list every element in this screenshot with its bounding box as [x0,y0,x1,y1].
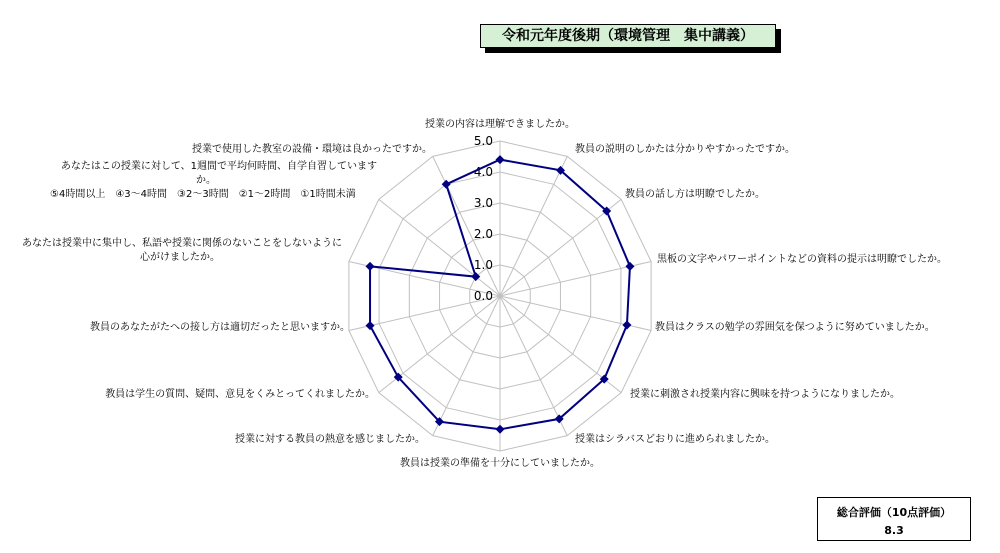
category-label: 心がけましたか。 [140,252,220,263]
tick-label: 1.0 [473,258,493,272]
category-label: 教員は学生の質問、疑問、意見をくみとってくれましたか。 [105,389,375,400]
category-label: か。 [196,175,216,186]
category-label: 授業に刺激され授業内容に興味を持つようになりましたか。 [630,389,900,400]
category-label: 授業で使用した教室の設備・環境は良かったですか。 [192,144,432,155]
category-label: 教員は授業の準備を十分にしていましたか。 [400,458,600,469]
chart-title: 令和元年度後期（環境管理 集中講義） [480,24,776,48]
tick-label: 3.0 [473,196,493,210]
data-point [496,155,505,164]
data-point [622,320,631,329]
category-label: 教員の説明のしかたは分かりやすかったですか。 [575,144,795,155]
category-label: 黒板の文字やパワーポイントなどの資料の提示は明瞭でしたか。 [657,254,947,265]
summary-value: 8.3 [884,524,904,537]
tick-label: 0.0 [473,289,493,303]
tick-label: 2.0 [473,227,493,241]
category-label: 授業に対する教員の熱意を感じましたか。 [235,434,425,445]
tick-label: 4.0 [473,165,493,179]
data-point [366,321,375,330]
data-point [496,425,505,434]
category-label: 教員の話し方は明瞭でしたか。 [625,189,765,200]
summary-label: 総合評価（10点評価） [836,506,952,519]
tick-label: 5.0 [473,134,493,148]
summary-box [817,497,971,541]
category-label: 授業はシラバスどおりに進められましたか。 [575,434,775,445]
category-label: 教員はクラスの勉学の雰囲気を保つように努めていましたか。 [655,322,935,333]
category-label: あなたはこの授業に対して、1週間で平均何時間、自学自習しています [60,161,377,172]
category-label: あなたは授業中に集中し、私語や授業に関係のないことをしないように [22,238,342,249]
category-label: 授業の内容は理解できましたか。 [425,119,575,130]
data-point [366,262,375,271]
data-point [625,262,634,271]
category-label: 教員のあなたがたへの接し方は適切だったと思いますか。 [90,322,350,333]
category-label: ⑤4時間以上 ④3～4時間 ③2～3時間 ②1～2時間 ①1時間未満 [50,189,356,200]
